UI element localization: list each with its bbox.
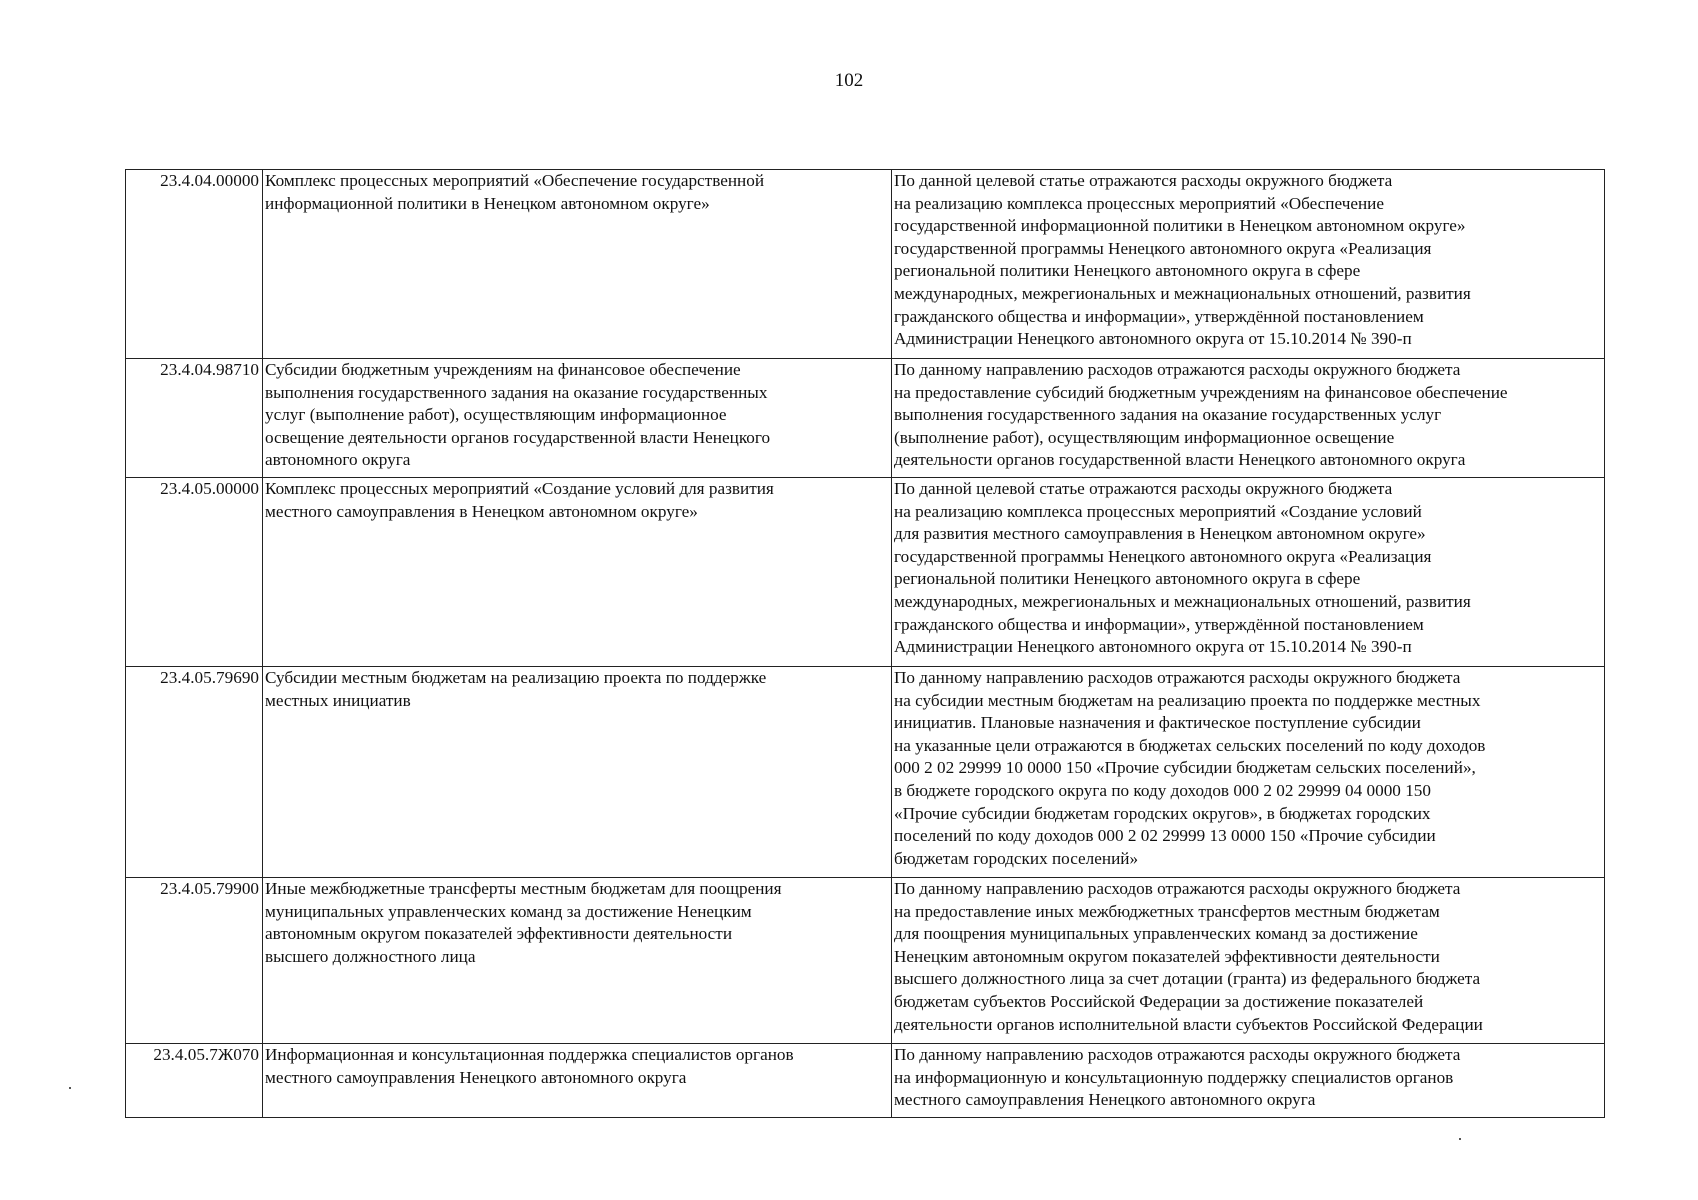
target-article-name: Субсидии местным бюджетам на реализацию проекта по поддержке местных инициатив [263, 667, 892, 878]
table-row [126, 878, 1605, 1044]
table-row [126, 1044, 1605, 1118]
page-number: 102 [834, 70, 864, 91]
target-article-code: 23.4.05.79690 [126, 667, 263, 878]
target-article-code: 23.4.05.7Ж070 [126, 1044, 263, 1118]
scan-speck [69, 1087, 71, 1089]
target-article-code: 23.4.05.00000 [126, 478, 263, 667]
target-article-name: Комплекс процессных мероприятий «Создание условий для развития местного самоуправления в Ненецком автономном округе» [263, 478, 892, 667]
table-row [126, 667, 1605, 878]
target-article-name: Комплекс процессных мероприятий «Обеспечение государственной информационной политики в Ненецком автономном округе» [263, 170, 892, 359]
target-article-description: По данному направлению расходов отражаются расходы окружного бюджета на предоставление субсидий бюджетным учреждениям на финансовое обеспечение выполнения государственного задания на оказание государственных услуг (выполнение работ), осуществляющим информационное освещение деятельности органов государственной власти Ненецкого автономного округа [892, 359, 1605, 478]
target-article-description: По данной целевой статье отражаются расходы окружного бюджета на реализацию комплекса процессных мероприятий «Обеспечение государственной информационной политики в Ненецком автономном округе» государственной программы Ненецкого автономного округа «Реализация региональной политики Ненецкого автономного округа в сфере международных, межрегиональных и межнациональных отношений, развития гражданского общества и информации», утверждённой постановлением Администрации Ненецкого автономного округа от 15.10.2014 № 390-п [892, 170, 1605, 359]
target-article-description: По данному направлению расходов отражаются расходы окружного бюджета на субсидии местным бюджетам на реализацию проекта по поддержке местных инициатив. Плановые назначения и фактическое поступление субсидии на указанные цели отражаются в бюджетах сельских поселений по коду доходов 000 2 02 29999 10 0000 150 «Прочие субсидии бюджетам сельских поселений», в бюджете городского округа по коду доходов 000 2 02 29999 04 0000 150 «Прочие субсидии бюджетам городских округов», в бюджетах городских поселений по коду доходов 000 2 02 29999 13 0000 150 «Прочие субсидии бюджетам городских поселений» [892, 667, 1605, 878]
table-row [126, 170, 1605, 359]
target-article-code: 23.4.05.79900 [126, 878, 263, 1044]
target-article-description: По данной целевой статье отражаются расходы окружного бюджета на реализацию комплекса процессных мероприятий «Создание условий для развития местного самоуправления в Ненецком автономном округе» государственной программы Ненецкого автономного округа «Реализация региональной политики Ненецкого автономного округа в сфере международных, межрегиональных и межнациональных отношений, развития гражданского общества и информации», утверждённой постановлением Администрации Ненецкого автономного округа от 15.10.2014 № 390-п [892, 478, 1605, 667]
table-row [126, 478, 1605, 667]
target-article-name: Информационная и консультационная поддержка специалистов органов местного самоуправления Ненецкого автономного округа [263, 1044, 892, 1118]
scan-speck [1459, 1138, 1461, 1140]
table-row [126, 359, 1605, 478]
target-article-description: По данному направлению расходов отражаются расходы окружного бюджета на предоставление иных межбюджетных трансфертов местным бюджетам для поощрения муниципальных управленческих команд за достижение Ненецким автономным округом показателей эффективности деятельности высшего должностного лица за счет дотации (гранта) из федерального бюджета бюджетам субъектов Российской Федерации за достижение показателей деятельности органов исполнительной власти субъектов Российской Федерации [892, 878, 1605, 1044]
target-article-name: Субсидии бюджетным учреждениям на финансовое обеспечение выполнения государственного задания на оказание государственных услуг (выполнение работ), осуществляющим информационное освещение деятельности органов государственной власти Ненецкого автономного округа [263, 359, 892, 478]
target-article-description: По данному направлению расходов отражаются расходы окружного бюджета на информационную и консультационную поддержку специалистов органов местного самоуправления Ненецкого автономного округа [892, 1044, 1605, 1118]
budget-classification-table [125, 169, 1605, 1118]
target-article-code: 23.4.04.98710 [126, 359, 263, 478]
target-article-name: Иные межбюджетные трансферты местным бюджетам для поощрения муниципальных управленческих команд за достижение Ненецким автономным округом показателей эффективности деятельности высшего должностного лица [263, 878, 892, 1044]
target-article-code: 23.4.04.00000 [126, 170, 263, 359]
